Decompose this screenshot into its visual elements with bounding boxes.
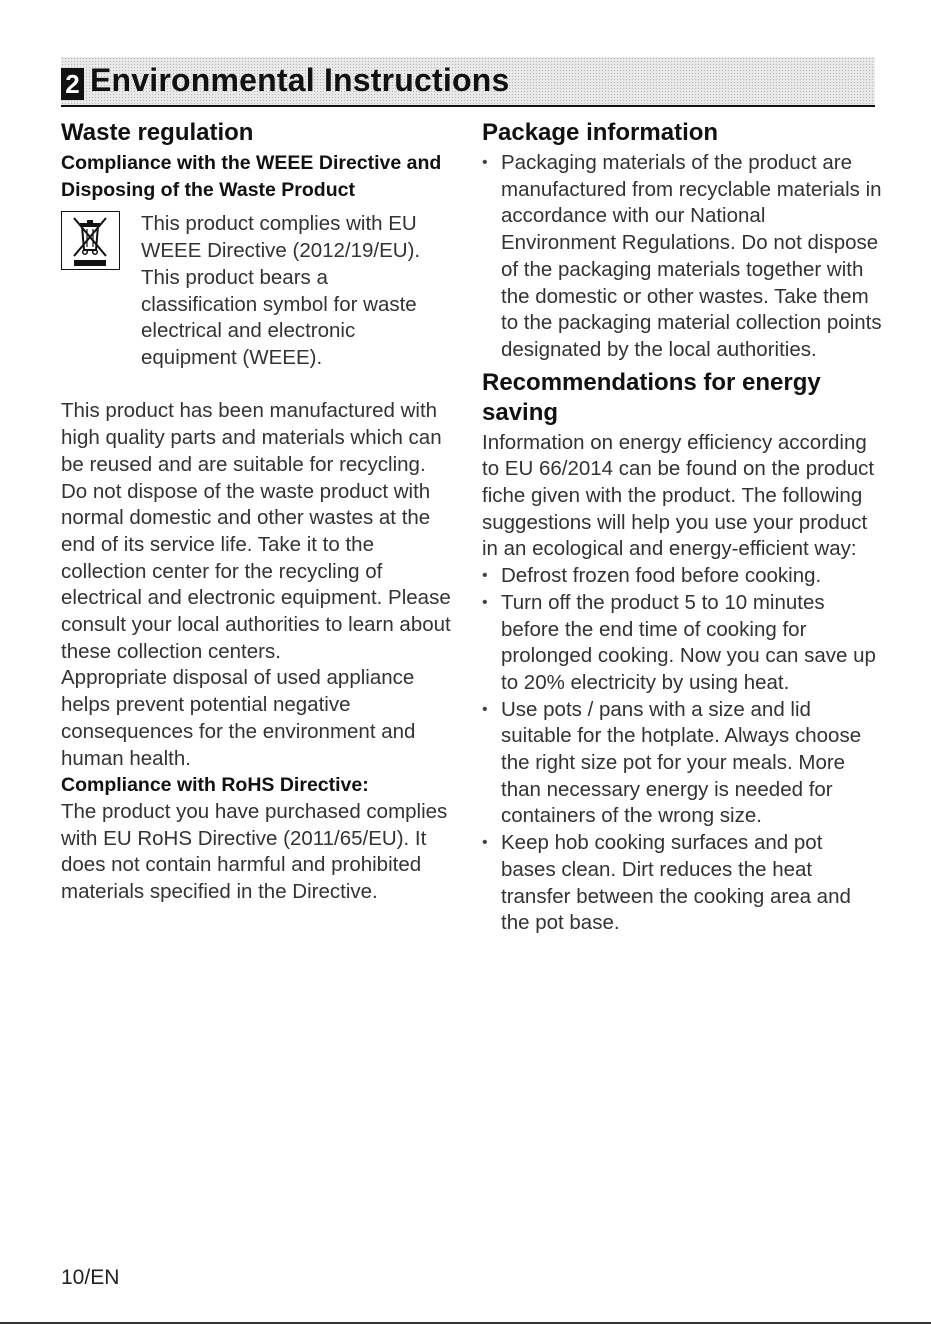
energy-saving-heading: Recommendations for energy saving <box>482 368 821 426</box>
list-item: • Defrost frozen food before cooking. <box>482 563 882 590</box>
list-item: • Packaging materials of the product are manufactured from recyclable materials in accordance with our National Environment Regulations. Do not dispose of the packaging materials together with the domestic or other wastes. Take them to the packaging material collection points designated by the local authorities. <box>482 150 882 364</box>
page-number: 10/EN <box>61 1266 120 1289</box>
section-number: 2 <box>61 68 84 100</box>
weee-compliance-text: This product complies with EU WEEE Directive (2012/19/EU). This product bears a classification symbol for waste electrical and electronic equipment (WEEE). <box>141 212 421 369</box>
recycling-paragraph: This product has been manufactured with high quality parts and materials which can be reused and are suitable for recycling. Do not dispose of the waste product with normal domestic and other wastes at the end of its service life. Take it to the collection center for the recycling of electrical and electronic equipment. Please consult your local authorities to learn about these collection centers. <box>61 399 451 663</box>
package-list <box>482 150 882 364</box>
list-item: • Turn off the product 5 to 10 minutes before the end time of cooking for prolonged cooking. Now you can save up to 20% electricity by using heat. <box>482 590 882 697</box>
energy-tips-list <box>482 563 882 937</box>
package-information-heading: Package information <box>482 119 719 146</box>
rohs-paragraph: The product you have purchased complies with EU RoHS Directive (2011/65/EU). It does not contain harmful and prohibited materials specified in the Directive. <box>61 799 448 904</box>
waste-regulation-heading: Waste regulation <box>61 119 254 146</box>
list-item: • Keep hob cooking surfaces and pot bases clean. Dirt reduces the heat transfer between the cooking area and the pot base. <box>482 830 882 937</box>
list-item: • Use pots / pans with a size and lid suitable for the hotplate. Always choose the right size pot for your meals. More than necessary energy is needed for containers of the wrong size. <box>482 697 882 831</box>
energy-intro-paragraph: Information on energy efficiency according to EU 66/2014 can be found on the product fiche given with the product. The following suggestions will help you use your product in an ecological and energy-efficient way: <box>482 430 875 561</box>
section-header <box>61 57 875 107</box>
right-column <box>482 118 882 937</box>
weee-subheading: Compliance with the WEEE Directive and Disposing of the Waste Product <box>61 152 442 201</box>
rohs-heading: Compliance with RoHS Directive: <box>61 774 369 797</box>
crossed-out-wheelie-bin-icon <box>61 211 120 270</box>
left-column <box>61 118 456 906</box>
disposal-paragraph: Appropriate disposal of used appliance helps prevent potential negative consequences for the environment and human health. <box>61 666 416 770</box>
weee-block <box>61 211 456 398</box>
section-title: Environmental Instructions <box>90 62 510 98</box>
